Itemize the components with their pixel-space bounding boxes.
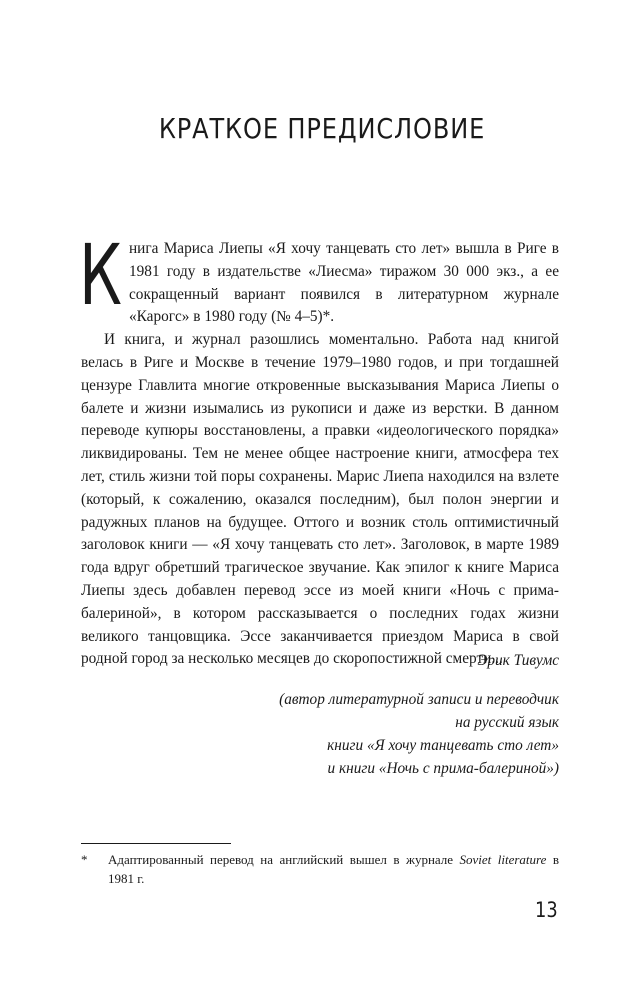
credits-line: и книги «Ночь с прима-балериной») <box>327 760 559 777</box>
footnote-text <box>108 850 559 888</box>
page-title: КРАТКОЕ ПРЕДИСЛОВИЕ <box>158 112 486 145</box>
paragraph-2: И книга, и журнал разошлись моментально. Работа над книгой велась в Риге и Москве в течение 1979–1980 годов, и при тогдашней цензуре Главлита многие откровенные высказывания Мариса Лиепы о балете и жизни изымались из рукописи и даже из верстки. В данном переводе купюры восстановлены, а правки «идеологического порядка» ликвидированы. Тем не менее общее настроение книги, атмосфера тех лет, стиль жизни той поры сохранены. Марис Лиепа находился на взлете (который, к сожалению, оказался последним), был полон энергии и радужных планов на будущее. Оттого и возник столь оптимистичный заголовок книги — «Я хочу танцевать сто лет». Заголовок, в марте 1989 года вдруг обретший трагическое звучание. Как эпилог к книге Мариса Лиепы здесь добавлен перевод эссе из моей книги «Ночь с прима-балериной», в котором рассказывается о последних годах жизни великого танцовщика. Эссе заканчивается приездом Мариса в свой родной город за несколько месяцев до скоропостижной смерти... <box>81 331 559 668</box>
body-text <box>79 226 559 671</box>
footnote-mark: * <box>81 852 88 867</box>
paragraph-1 <box>79 226 559 329</box>
footnote-text-after: в 1981 г. <box>108 852 560 886</box>
author-credits <box>219 688 559 780</box>
footnote-text-before: Адаптированный перевод на английский вышел в журнале <box>108 852 460 867</box>
credits-line: книги «Я хочу танцевать сто лет» <box>327 737 559 754</box>
author-signature: Эрик Тивумс <box>477 652 559 669</box>
credits-line: (автор литературной записи и переводчик <box>279 691 559 708</box>
drop-cap: К <box>79 226 122 324</box>
footnote <box>81 850 559 888</box>
footnote-journal: Soviet literature <box>459 852 547 867</box>
paragraph-1-text: нига Мариса Лиепы «Я хочу танцевать сто лет» вышла в Риге в 1981 году в издательстве «Лиесма» тиражом 30 000 экз., а ее сокращенный вариант появился в литературном журнале «Карогс» в 1980 году (№ 4–5)*. <box>129 240 559 326</box>
footnote-divider <box>81 843 231 844</box>
credits-line: на русский язык <box>455 714 559 731</box>
page-number: 13 <box>535 898 558 922</box>
